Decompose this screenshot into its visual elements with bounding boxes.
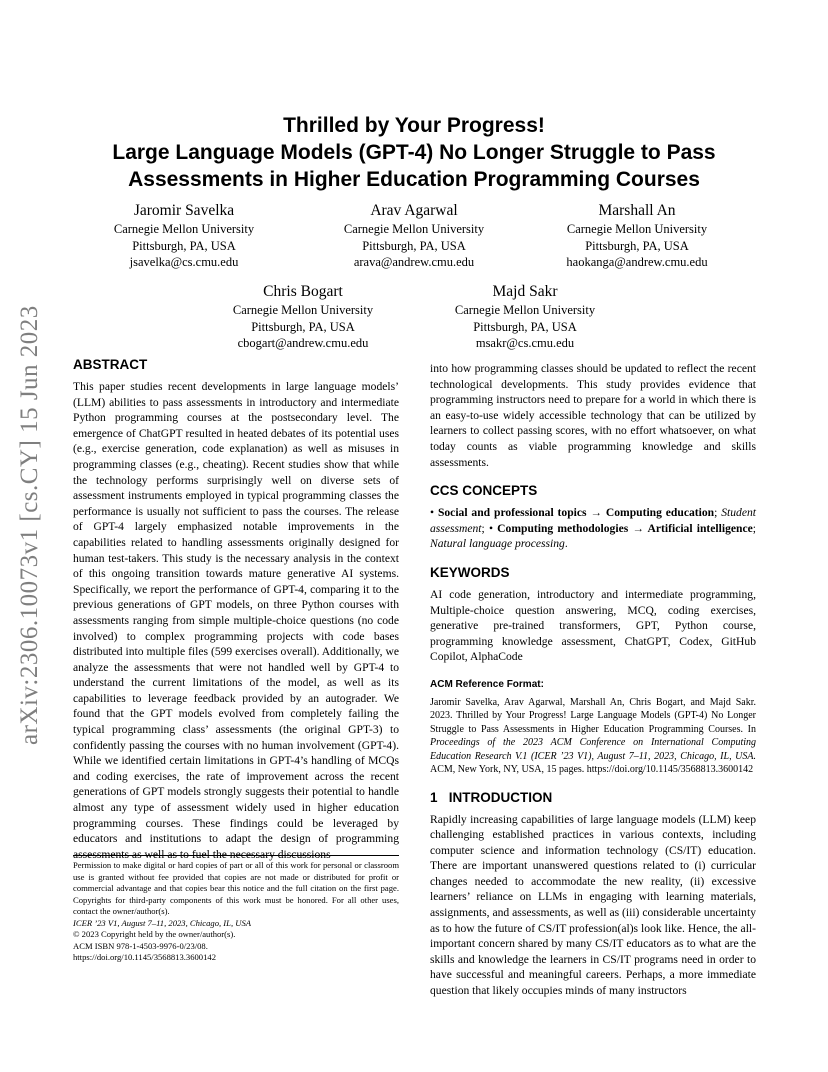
author-name: Jaromir Savelka xyxy=(133,202,235,219)
ccs-concepts xyxy=(430,505,756,552)
author-affiliation: Carnegie Mellon University xyxy=(343,222,485,236)
author-name: Arav Agarwal xyxy=(370,202,458,219)
author-location: Pittsburgh, PA, USA xyxy=(251,319,355,334)
ccs-bullet: • xyxy=(430,506,435,520)
arxiv-identifier: arXiv:2306.10073v1 [cs.CY] 15 Jun 2023 xyxy=(16,305,43,745)
paper-title xyxy=(80,112,748,193)
doi-link[interactable]: https://doi.org/10.1145/3568813.3600142 xyxy=(73,952,216,962)
abstract-continuation: into how programming classes should be updated to reflect the recent technological developments. This study provides evidence that programming instructors need to prepare for a world in which there is an easy-to-use widely accessible technology that can be utilized by learners to collect passing scores, with no effort whatsoever, on what today counts as viable programming knowledge and skills assessments. xyxy=(430,362,756,469)
author-affiliation: Carnegie Mellon University xyxy=(113,222,255,236)
copyright-footnote xyxy=(73,855,399,964)
author-email[interactable]: msakr@cs.cmu.edu xyxy=(475,336,575,350)
title-line-3: Assessments in Higher Education Programming Courses xyxy=(128,168,700,191)
author-email[interactable]: cbogart@andrew.cmu.edu xyxy=(237,336,369,350)
ccs-separator: . xyxy=(564,537,568,551)
isbn: ACM ISBN 978-1-4503-9976-0/23/08. xyxy=(73,940,208,951)
author-location: Pittsburgh, PA, USA xyxy=(362,238,466,253)
author-location: Pittsburgh, PA, USA xyxy=(473,319,577,334)
abstract-text: This paper studies recent developments in large language models’ (LLM) abilities to pass assessments in introductory and intermediate Python programming courses at the postsecondary level. The emergence of ChatGPT resulted in heated debates of its potential uses (e.g., exercise generation, code explanation) as well as misuses in programming classes (e.g., cheating). Recent studies show that while the technology performs surprisingly well on diverse sets of assessment instruments employed in typical programming classes the performance is usually not sufficient to pass the courses. The release of GPT-4 largely emphasized notable improvements in the capabilities related to handling assessments originally designed for human test-takers. This study is the necessary analysis in the context of this ongoing transition towards mature generative AI systems. Specifically, we report the performance of GPT-4, comparing it to the previous generations of GPT models, on three Python courses with assessments ranging from simple multiple-choice questions (no code involved) to complex programming projects with code bases distributed into multiple files (599 exercises overall). Additionally, we analyze the assessments that were not handled well by GPT-4 to understand the current limitations of the model, as well as its capabilities to leverage feedback provided by an autograder. We found that the GPT models evolved from completely failing the typical programming class’ assessments (the original GPT-3) to confidently passing the courses with no human involvement (GPT-4). While we identified certain limitations in GPT-4’s handling of MCQs and coding exercises, the rate of improvement across the recent generations of GPT models strongly suggests their potential to handle almost any type of assessment widely used in higher education programming courses. These findings could be leveraged by educators and institutions to adapt the design of programming assessments as well as to fuel the necessary discussions xyxy=(73,380,399,861)
copyright-notice: © 2023 Copyright held by the owner/author(s). xyxy=(73,929,236,939)
title-line-2: Large Language Models (GPT-4) No Longer Struggle to Pass xyxy=(112,141,716,164)
acm-reference-text xyxy=(430,696,756,777)
ccs-concept-2: Computing methodologies → Artificial intelligence xyxy=(497,521,753,535)
author-affiliation: Carnegie Mellon University xyxy=(566,222,708,236)
author-block xyxy=(410,281,640,352)
author-email[interactable]: arava@andrew.cmu.edu xyxy=(353,255,475,269)
author-block xyxy=(299,200,529,271)
right-column xyxy=(430,361,756,999)
introduction-text: Rapidly increasing capabilities of large language models (LLM) keep challenging established practices in various contexts, including computer science and information technology (CS/IT) education. There are important unanswered questions related to (i) curricular changes needed to accommodate the new reality, (ii) excessive learners’ reliance on LLMs in engaging with learning materials, assignments, and assessments, as well as (iii) considerable uncertainty as to how the future of CS/IT profession(al)s look like. Hence, the all-important concern shared by many CS/IT educators as to what are the skills and knowledge the learners in CS/IT programs need in order to have successful and meaningful careers. Perhaps, a more immediate question that likely occupies minds of many instructors xyxy=(430,812,756,998)
ccs-heading: CCS CONCEPTS xyxy=(430,483,538,499)
permission-notice: Permission to make digital or hard copies of part or all of this work for personal or classroom use is granted without fee provided that copies are not made or distributed for profit or commercial advantage and that copies bear this notice and the full citation on the first page. Copyrights for third-party components of this work must be honored. For all other uses, contact the owner/author(s). xyxy=(73,860,399,916)
author-name: Chris Bogart xyxy=(263,283,343,300)
author-email[interactable]: haokanga@andrew.cmu.edu xyxy=(566,255,708,269)
acm-reference-heading: ACM Reference Format: xyxy=(430,678,544,690)
author-affiliation: Carnegie Mellon University xyxy=(232,303,374,317)
keywords-heading: KEYWORDS xyxy=(430,564,510,580)
title-line-1: Thrilled by Your Progress! xyxy=(283,114,545,137)
ccs-concept-1: Social and professional topics → Computing education xyxy=(437,506,715,520)
author-block xyxy=(69,200,299,271)
introduction-heading: 1 INTRODUCTION xyxy=(430,789,553,805)
ccs-bullet: • xyxy=(488,521,493,535)
keywords-text: AI code generation, introductory and intermediate programming, Multiple-choice question answering, MCQ, coding exercises, generative pre-trained transformers, GPT, Python course, programming knowledge assessment, ChatGPT, Codex, GitHub Copilot, AlphaCode xyxy=(430,587,756,664)
ccs-concept-2-sub: Natural language processing xyxy=(430,537,565,551)
author-email[interactable]: jsavelka@cs.cmu.edu xyxy=(129,255,239,269)
ccs-separator: ; xyxy=(714,506,718,520)
author-name: Majd Sakr xyxy=(492,283,558,300)
author-location: Pittsburgh, PA, USA xyxy=(132,238,236,253)
author-location: Pittsburgh, PA, USA xyxy=(585,238,689,253)
abstract-heading: ABSTRACT xyxy=(73,357,148,372)
conference-info: ICER ’23 V1, August 7–11, 2023, Chicago, IL, USA xyxy=(73,917,251,928)
author-affiliation: Carnegie Mellon University xyxy=(454,303,596,317)
ccs-separator: ; xyxy=(481,521,485,535)
author-name: Marshall An xyxy=(598,202,676,219)
ccs-separator: ; xyxy=(752,521,756,535)
author-block xyxy=(188,281,418,352)
acm-reference-venue: Proceedings of the 2023 ACM Conference on International Computing Education Research V.1 (ICER ’23 V1), August 7–11, 2023, Chicago, IL, USA. xyxy=(430,737,756,762)
acm-reference-citation: Jaromir Savelka, Arav Agarwal, Marshall An, Chris Bogart, and Majd Sakr. 2023. Thrilled by Your Progress! Large Language Models (GPT-4) No Longer Struggle to Pass Assessments in Higher Education Programming Courses. In xyxy=(430,696,756,735)
ccs-concept-1-sub: Student assessment xyxy=(430,506,756,535)
left-column xyxy=(73,356,399,862)
acm-reference-publisher: ACM, New York, NY, USA, 15 pages. https://doi.org/10.1145/3568813.3600142 xyxy=(430,764,754,775)
author-block xyxy=(522,200,752,271)
